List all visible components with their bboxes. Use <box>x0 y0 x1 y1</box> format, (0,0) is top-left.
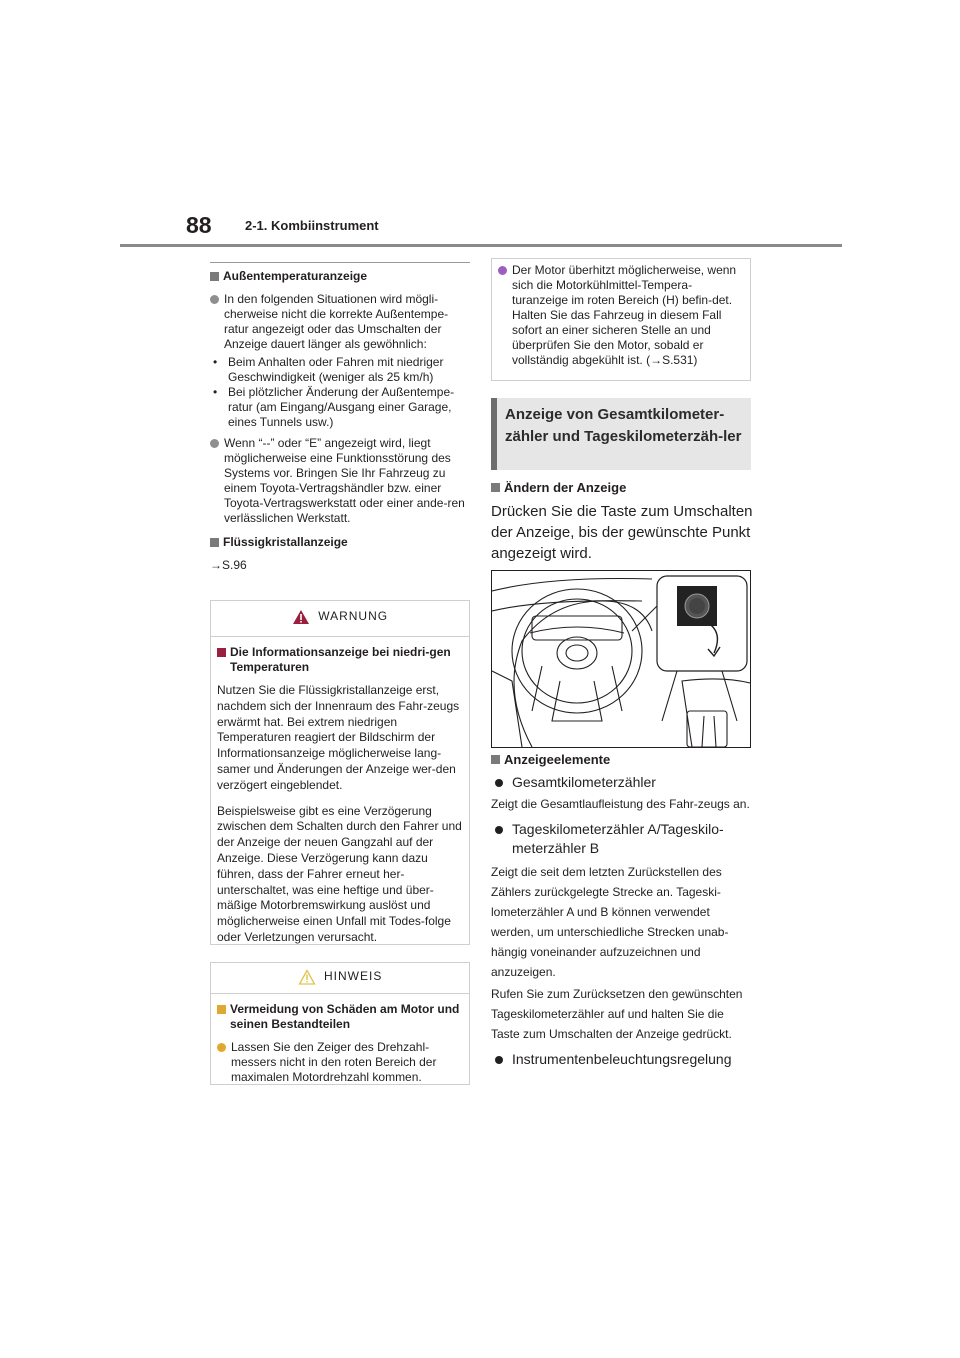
heading-outside-temperature: Außentemperaturanzeige <box>210 269 470 284</box>
dot-bullet-icon <box>495 826 503 834</box>
change-display-section <box>491 480 753 564</box>
change-display-text: Drücken Sie die Taste zum Umschalten der Anzeige, bis der gewünschte Punkt angezeigt wird. <box>491 503 753 562</box>
divider <box>210 262 470 263</box>
bullet-paragraph: Der Motor überhitzt möglicherweise, wenn sich die Motorkühlmittel-Tempera-turanzeige im roten Bereich (H) befin-det. Halten Sie das Fahrzeug in diesem Fall sofort an einer sicheren Stelle an und überprüfen Sie den Motor, sobald er vollständig abgekühlt ist. (→S.531) <box>498 263 744 368</box>
item-tripmeter: Tageskilometerzähler A/Tageskilo-meterzähler B <box>491 820 753 858</box>
note-heading: Vermeidung von Schäden am Motor und seinen Bestandteilen <box>217 1002 463 1032</box>
header-rule <box>120 244 842 247</box>
heading-lcd: Flüssigkristallanzeige <box>210 535 470 550</box>
left-column <box>210 262 470 573</box>
page-reference: →S.96 <box>210 558 247 572</box>
heading-display-elements: Anzeigeelemente <box>491 752 753 767</box>
note-label: HINWEIS <box>217 969 463 985</box>
dot-bullet-icon <box>495 779 503 787</box>
bullet-paragraph: In den folgenden Situationen wird mögli-cherweise nicht die korrekte Außentempe-ratur angezeigt oder das Umschalten der Anzeige dauert länger als gewöhnlich: <box>210 292 470 352</box>
steering-wheel-illustration <box>491 570 751 748</box>
bullet-paragraph: Wenn “--” oder “E” angezeigt wird, liegt möglicherweise eine Funktionsstörung des Systems vor. Bringen Sie Ihr Fahrzeug zu einem Toyota-Vertragshändler bzw. einer Toyota-Vertragswerkstatt oder einer ande-ren verlässlichen Werkstatt. <box>210 436 470 526</box>
heading-change-display: Ändern der Anzeige <box>491 480 753 495</box>
odometer-text: Zeigt die Gesamtlaufleistung des Fahr-zeugs an. <box>491 797 750 811</box>
circle-bullet-icon <box>210 439 219 448</box>
square-bullet-icon <box>217 1005 226 1014</box>
warning-paragraph: Nutzen Sie die Flüssigkristallanzeige erst, nachdem sich der Innenraum des Fahr-zeugs erwärmt hat. Bei extrem niedrigen Temperaturen reagiert der Bildschirm der Informationsanzeige möglicherweise lang-samer und Änderungen der Anzeige wer-den verzögert eingeblendet. <box>217 683 460 792</box>
warning-paragraph: Beispielsweise gibt es eine Verzögerung zwischen dem Schalten durch den Fahrer und der Anzeige der neuen Gangzahl auf der Anzeige. Diese Verzögerung kann dazu führen, dass der Fahrer erneut her-unterschaltet, was eine heftige und über-mäßige Motorbremswirkung auslöst und möglicherweise einen Unfall mit Todes-folge oder Verletzungen verursacht. <box>217 803 462 944</box>
square-bullet-icon <box>491 483 500 492</box>
warning-heading: Die Informationsanzeige bei niedri-gen Temperaturen <box>217 645 463 675</box>
circle-bullet-icon <box>217 1043 226 1052</box>
square-bullet-icon <box>491 755 500 764</box>
tripmeter-reset-text: Rufen Sie zum Zurücksetzen den gewünschten Tageskilometerzähler auf und halten Sie die Taste zum Umschalten der Anzeige gedrückt. <box>491 987 743 1041</box>
note-box <box>210 962 470 1085</box>
sub-list-item: • Bei plötzlicher Änderung der Außentempe-ratur (am Eingang/Ausgang einer Garage, eines Tunnels usw.) <box>213 385 455 429</box>
info-box <box>491 258 751 381</box>
circle-bullet-icon <box>498 266 507 275</box>
warning-label: WARNUNG <box>217 609 463 625</box>
circle-bullet-icon <box>210 295 219 304</box>
square-bullet-icon <box>210 538 219 547</box>
page-number: 88 <box>186 212 212 238</box>
dashboard-drawing <box>492 571 750 747</box>
note-bullet: Lassen Sie den Zeiger des Drehzahl-messers nicht in den roten Bereich der maximalen Motordrehzahl kommen. <box>217 1040 463 1085</box>
sub-list-item: • Beim Anhalten oder Fahren mit niedriger Geschwindigkeit (weniger als 25 km/h) <box>213 355 444 384</box>
dot-bullet-icon <box>495 1056 503 1064</box>
caution-triangle-icon <box>298 969 316 985</box>
item-instrument-lighting: Instrumentenbeleuchtungsregelung <box>491 1050 753 1069</box>
item-odometer: Gesamtkilometerzähler <box>491 773 753 792</box>
display-elements-section <box>491 752 753 1069</box>
warning-triangle-icon <box>292 609 310 625</box>
section-title: 2-1. Kombiinstrument <box>245 218 379 233</box>
section-heading-odometer: Anzeige von Gesamtkilometer-zähler und Tageskilometerzäh-ler <box>491 398 751 470</box>
square-bullet-icon <box>217 648 226 657</box>
tripmeter-text: Zeigt die seit dem letzten Zurückstellen des Zählers zurückgelegte Strecke an. Tageski-lometerzähler A und B können verwendet werden, um unterschiedliche Strecken unab-hängig voneinander aufzuzeichnen und anzuzeigen. <box>491 865 729 979</box>
warning-box <box>210 600 470 945</box>
square-bullet-icon <box>210 272 219 281</box>
